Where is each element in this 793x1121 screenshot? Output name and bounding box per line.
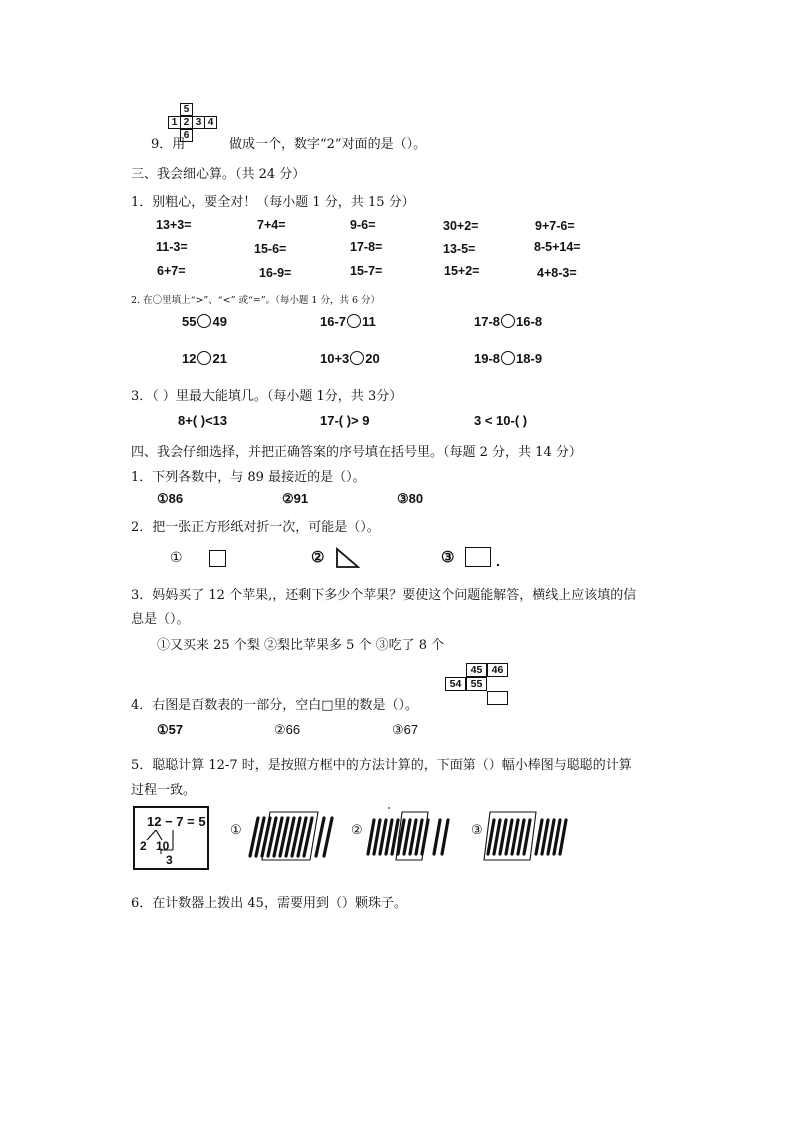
hundred-cell: 55 [466,677,487,691]
s4-q3-options: ①又买来 25 个梨 ②梨比苹果多 5 个 ③吃了 8 个 [157,638,445,653]
method-box [133,806,209,870]
hundred-cell: 54 [445,677,466,691]
calc-item: 6+7= [157,264,186,278]
s4-q2-option[interactable]: ② [311,549,325,566]
stick-picture-3 [480,806,580,866]
s4-q2-option[interactable]: ① [170,549,183,565]
calc-item: 9-6= [350,218,376,232]
compare-item [474,314,542,329]
net-cell: 1 [168,116,181,129]
s4-q6-text: 6．在计数器上拨出 45，需要用到（）颗珠子。 [131,896,407,911]
compare-right: 18-9 [516,351,543,366]
method-part-c: 3 [166,853,173,867]
triangle-shape [334,547,360,569]
compare-right: 21 [212,351,227,366]
compare-item [320,314,376,329]
method-equation: 12 − 7 = 5 [147,814,206,829]
s4-q4-option[interactable]: ①57 [157,722,184,737]
compare-circle[interactable] [350,351,364,365]
calc-item: 13-5= [443,242,476,256]
compare-circle[interactable] [501,314,515,328]
period-mark [497,564,499,566]
s4-q3-line1: 3．妈妈买了 12 个苹果,，还剩下多少个苹果？要使这个问题能解答，横线上应该填的信 [131,588,637,603]
square-shape [209,550,226,567]
s3-part1-title: 1．别粗心，要全对！（每小题 1 分，共 15 分） [131,195,415,210]
fill-item: 17-( )> 9 [320,413,370,428]
calc-item: 8-5+14= [534,240,581,254]
compare-right: 20 [365,351,380,366]
compare-right: 16-8 [516,314,543,329]
cube-net-figure [168,103,228,145]
s3-part2-title: 2. 在〇里填上“>”、“<” 或“=”。（每小题 1 分，共 6 分） [131,295,381,306]
calc-item: 13+3= [156,218,192,232]
stick-option-label[interactable]: ① [230,822,242,837]
s3-part3-title: 3．（ ）里最大能填几。（每小题 1分，共 3分） [131,389,403,404]
calc-item: 15-7= [350,264,383,278]
s4-q1-option[interactable]: ①86 [157,491,184,506]
method-part-b: 10 [156,839,170,853]
s4-q5-line2: 过程一致。 [131,783,197,798]
s4-q2-text: 2．把一张正方形纸对折一次，可能是（）。 [131,520,380,535]
compare-circle[interactable] [347,314,361,328]
s4-q4-text: 4．右图是百数表的一部分，空白□里的数是（）。 [131,698,419,713]
s4-q1-option[interactable]: ③80 [397,491,424,506]
method-part-a: 2 [140,839,147,853]
s4-q4-option[interactable]: ③67 [392,722,419,737]
calc-item: 4+8-3= [537,266,577,280]
section3-title: 三、我会细心算。（共 24 分） [131,167,306,182]
compare-item [182,314,227,329]
s4-q1-text: 1．下列各数中，与 89 最接近的是（）。 [131,470,366,485]
calc-item: 7+4= [257,218,286,232]
calc-item: 11-3= [156,240,188,254]
compare-left: 17-8 [474,314,501,329]
calc-item: 16-9= [259,266,292,280]
compare-right: 11 [362,314,376,329]
net-cell: 3 [192,116,205,129]
compare-item [182,351,227,366]
stick-option-label[interactable]: ③ [471,822,483,837]
calc-item: 15-6= [254,242,287,256]
compare-right: 49 [212,314,227,329]
compare-left: 16-7 [320,314,347,329]
net-cell: 5 [180,103,193,116]
compare-left: 10+3 [320,351,350,366]
compare-left: 55 [182,314,197,329]
compare-circle[interactable] [501,351,515,365]
compare-left: 12 [182,351,197,366]
hundred-cell: 45 [466,663,487,677]
s4-q2-option[interactable]: ③ [441,549,455,566]
q9-prefix: 9．用 [151,137,186,152]
compare-item [320,351,380,366]
hundred-cell-blank[interactable] [487,691,508,705]
stick-option-label[interactable]: ② [351,822,363,837]
compare-left: 19-8 [474,351,501,366]
s4-q5-line1: 5．聪聪计算 12-7 时，是按照方框中的方法计算的，下面第（）幅小棒图与聪聪的计算 [131,758,632,773]
compare-item [474,351,542,366]
stick-picture-2 [360,806,460,866]
calc-item: 17-8= [350,240,383,254]
hundred-cell: 46 [487,663,508,677]
rectangle-shape [465,547,491,567]
calc-item: 30+2= [443,219,479,233]
s4-q4-option[interactable]: ②66 [274,722,301,737]
net-cell: 6 [180,129,193,142]
stick-picture-1 [240,806,340,866]
net-cell: 4 [204,116,217,129]
compare-circle[interactable] [197,314,211,328]
s4-q1-option[interactable]: ②91 [282,491,309,506]
section4-title: 四、我会仔细选择，并把正确答案的序号填在括号里。（每题 2 分，共 14 分） [131,445,582,460]
calc-item: 15+2= [444,264,480,278]
compare-circle[interactable] [197,351,211,365]
net-cell: 2 [180,116,193,129]
s4-q3-line2: 息是（）。 [131,612,190,627]
calc-item: 9+7-6= [535,219,575,233]
fill-item: 8+( )<13 [178,413,228,428]
q9-suffix: 做成一个，数字“2”对面的是（）。 [229,137,427,152]
fill-item: 3 < 10-( ) [474,413,528,428]
